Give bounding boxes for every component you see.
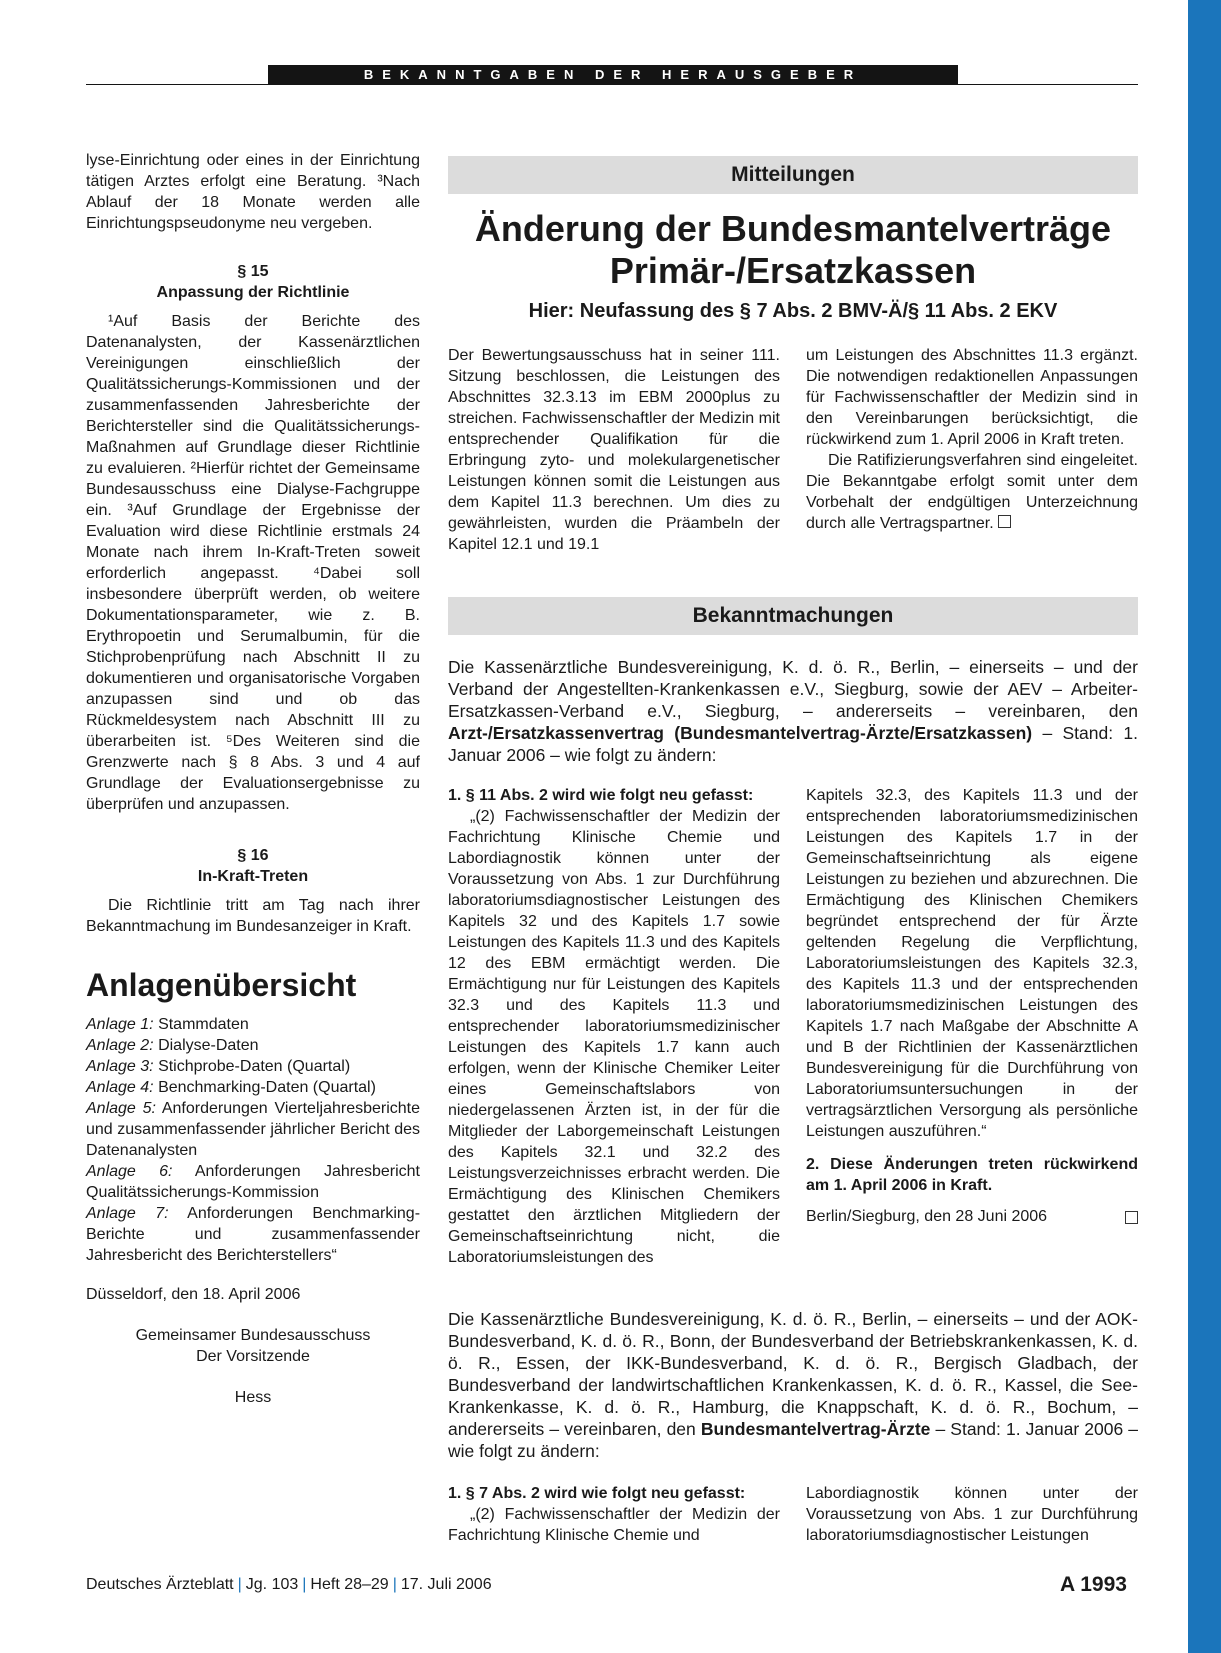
section-header-band: BEKANNTGABEN DER HERAUSGEBER [268,65,958,85]
item-3-text: „(2) Fachwissenschaftler der Medizin der Fachrichtung Klinische Chemie und [448,1506,780,1544]
footer: Deutsches Ärzteblatt | Jg. 103 | Heft 28–29 | 17. Juli 2006 [86,1576,492,1593]
issue-date: 17. Juli 2006 [400,1576,492,1593]
bekanntmachung-col-1 [448,785,780,1268]
bekanntmachung-intro-1: Die Kassenärztliche Bundesvereinigung, K. d. ö. R., Berlin, – einerseits – und der Verband der Angestellten-Krankenkassen e.V., Siegburg, sowie der AEV – Arbeiter-Ersatzkassen-Verband e.V., Siegburg, – andererseits – vereinbaren, den Arzt-/Ersatzkassenvertrag (Bundesmantelvertrag-Ärzte/Ersatzkassen) – Stand: 1. Januar 2006 – wie folgt zu ändern: [448,657,1138,765]
section-16-text: Die Richtlinie tritt am Tag nach ihrer Bekanntmachung im Bundesanzeiger in Kraft. [86,897,420,935]
list-item: Anlage 7: Anforderungen Benchmarking-Berichte und zusammenfassender Jahresbericht des Berichterstellers“ [86,1205,421,1264]
article-subtitle: Hier: Neufassung des § 7 Abs. 2 BMV-Ä/§ 11 Abs. 2 EKV [528,300,1058,322]
item-1-heading: 1. § 11 Abs. 2 wird wie folgt neu gefasst: [448,787,754,804]
item-3-text-cont: Labordiagnostik können unter der Voraussetzung von Abs. 1 zur Durchführung laboratoriumsdiagnostischer Leistungen [806,1485,1138,1544]
item-1-text: „(2) Fachwissenschaftler der Medizin der Fachrichtung Klinische Chemie und Labordiagnostik können unter der Voraussetzung von Abs. 1 zur Durchführung laboratoriumsdiagnostischer Leistungen des Kapitels 32 und des Kapitels 1.7 sowie Leistungen des Kapitels 11.3 und des Kapitels 12 des EBM ermächtigt werden. Die Ermächtigung nur für Leistungen des Kapitels 32.3 und des Kapitels 11.3 und entsprechender laboratoriumsmedizinischer Leistungen des Kapitels 1.7 kann auch erfolgen, wenn der Klinische Chemiker Leiter eines Gemeinschaftslabors von niedergelassenen Ärzten ist, in der für die Mitglieder der Laborgemeinschaft Leistungen des Kapitels 32.1 und 32.2 des Leistungsverzeichnisses erbracht werden. Die Ermächtigung des Klinischen Chemikers gestattet den ärztlichen Mitgliedern der Gemeinschaftseinrichtung nicht, die Laboratoriumsleistungen des [448,808,780,1266]
mitteilungen-text-3: Die Ratifizierungsverfahren sind eingeleitet. Die Bekanntgabe erfolgt somit unter dem Vorbehalt der endgültigen Unterzeichnung durch alle Vertragspartner. [806,452,1138,532]
title-line-2: Primär-/Ersatzkassen [609,250,977,291]
place-date: Düsseldorf, den 18. April 2006 [86,1286,301,1303]
item-1-text-cont: Kapitels 32.3, des Kapitels 11.3 und der entsprechenden laboratoriumsmedizinischen Leistungen des Kapitels 1.7 in der Gemeinschaftseinrichtung als eigene Leistungen zu beziehen und abzurechnen. Die Ermächtigung des Klinischen Chemikers begründet entsprechend der für Ärzte geltenden Regelung die Verpflichtung, Laboratoriumsleistungen des Kapitels 32.3, des Kapitels 11.3 und der entsprechenden laboratoriumsmedizinischen Leistungen des Kapitels 1.7 nach Maßgabe der Abschnitte A und B der Richtlinien der Kassenärztlichen Bundesvereinigung für die Durchführung von Laboratoriumsuntersuchungen in der vertragsärztlichen Versorgung als persönliche Leistungen auszuführen.“ [806,787,1138,1140]
section-15-title: Anpassung der Richtlinie [156,284,350,301]
title-line-1: Änderung der Bundesmantelverträge [474,208,1112,249]
section-15-text: ¹Auf Basis der Berichte des Datenanalysten, der Kassenärztlichen Vereinigungen einschließlich der Qualitätssicherungs-Kommissionen und der zusammenfassenden Jahresberichte der Berichtersteller sind die Qualitätssicherungs-Maßnahmen auf Grundlage dieser Richtlinie zu evaluieren. ²Hierfür richtet der Gemeinsame Bundesausschuss eine Dialyse-Fachgruppe ein. ³Auf Grundlage der Ergebnisse der Evaluation wird diese Richtlinie erstmals 24 Monate nach ihrem In-Kraft-Treten soweit erforderlich angepasst. ⁴Dabei soll insbesondere überprüft werden, ob weitere Dokumentationsparameter, wie z. B. Erythropoetin und Serumalbumin, für die Stichprobenprüfung nach Abschnitt II zu dokumentieren und organisatorische Vorgaben anzupassen sind und ob das Rückmeldesystem nach Abschnitt III zu überarbeiten ist. ⁵Des Weiteren sind die Grenzwerte nach § 8 Abs. 3 und 4 auf Grundlage der Evaluationsergebnisse zu überprüfen und anzupassen. [86,313,420,813]
mitteilungen-text-2: um Leistungen des Abschnittes 11.3 ergänzt. Die notwendigen redaktionellen Anpassungen für Fachwissenschaftler der Medizin sind in den Vereinbarungen berücksichtigt, die rückwirkend zum 1. April 2006 in Kraft treten. [806,347,1138,448]
list-item: Anlage 5: Anforderungen Vierteljahresberichte und zusammenfassender jährlicher Bericht des Datenanalysten [86,1100,421,1159]
signature-role: Der Vorsitzende [196,1348,310,1365]
list-item: Anlage 3: Stichprobe-Daten (Quartal) [86,1058,351,1075]
section-16-title: In-Kraft-Treten [197,868,309,885]
mitteilungen-text-1: Der Bewertungsausschuss hat in seiner 111. Sitzung beschlossen, die Leistungen des Abschnittes 32.3.13 im EBM 2000plus zu streichen. Fachwissenschaftler der Medizin mit entsprechender Qualifikation für die Erbringung zyto- und molekulargenetischer Leistungen können somit die Leistungen aus dem Kapitel 11.3 berechnen. Um dies zu gewährleisten, wurden die Präambeln der Kapitel 12.1 und 19.1 [448,347,780,553]
header-rule [86,84,1138,85]
sign-line: Berlin/Siegburg, den 28 Juni 2006 [806,1206,1138,1227]
bekanntmachung-col-4 [806,1483,1138,1546]
mitteilungen-col-1 [448,345,780,555]
bekanntmachung-col-2 [806,785,1138,1227]
item-2-heading: 2. Diese Änderungen treten rückwirkend am 1. April 2006 in Kraft. [806,1156,1138,1194]
bekanntmachungen-box: Bekanntmachungen [448,597,1138,635]
page-number: A 1993 [1060,1573,1127,1596]
list-item: Anlage 6: Anforderungen Jahresbericht Qualitätssicherungs-Kommission [86,1163,421,1201]
bekanntmachung-intro-2: Die Kassenärztliche Bundesvereinigung, K. d. ö. R., Berlin, – einerseits – und der AOK-Bundesverband, K. d. ö. R., Bonn, der Bundesverband der Betriebskrankenkassen, K. d. ö. R., Essen, der IKK-Bundesverband, K. d. ö. R., Bergisch Gladbach, der Bundesverband der landwirtschaftlichen Krankenkassen, K. d. ö. R., Kassel, die See-Krankenkasse, K. d. ö. R., Hamburg, die Knappschaft, K. d. ö. R., Bochum, – andererseits – vereinbaren, den Bundesmantelvertrag-Ärzte – Stand: 1. Januar 2006 – wie folgt zu ändern: [448,1309,1138,1461]
anlagen-list [86,1014,420,1266]
list-item: Anlage 2: Dialyse-Daten [86,1037,259,1054]
article-title [448,208,1138,292]
mitteilungen-col-2 [806,345,1138,534]
mitteilungen-box: Mitteilungen [448,156,1138,194]
signature-name: Hess [234,1389,272,1406]
edge-color-bar [1188,0,1221,1653]
anlagen-heading: Anlagenübersicht [86,967,357,1003]
list-item: Anlage 1: Stammdaten [86,1016,249,1033]
section-16-number: § 16 [237,847,269,864]
issue: Heft 28–29 [310,1576,389,1593]
paragraph-continued: lyse-Einrichtung oder eines in der Einrichtung tätigen Arztes erfolgt eine Beratung. ³Nach Ablauf der 18 Monate werden alle Einrichtungspseudonyme neu vergeben. [86,152,420,232]
volume: Jg. 103 [245,1576,299,1593]
bekanntmachung-col-3 [448,1483,780,1546]
item-3-heading: 1. § 7 Abs. 2 wird wie folgt neu gefasst: [448,1485,746,1502]
section-15-number: § 15 [237,263,269,280]
list-item: Anlage 4: Benchmarking-Daten (Quartal) [86,1079,376,1096]
end-mark-icon [1125,1211,1138,1224]
end-mark-icon [998,515,1011,528]
left-column [86,150,420,1408]
journal-name: Deutsches Ärzteblatt [86,1576,234,1593]
signature-org: Gemeinsamer Bundesausschuss [135,1327,371,1344]
